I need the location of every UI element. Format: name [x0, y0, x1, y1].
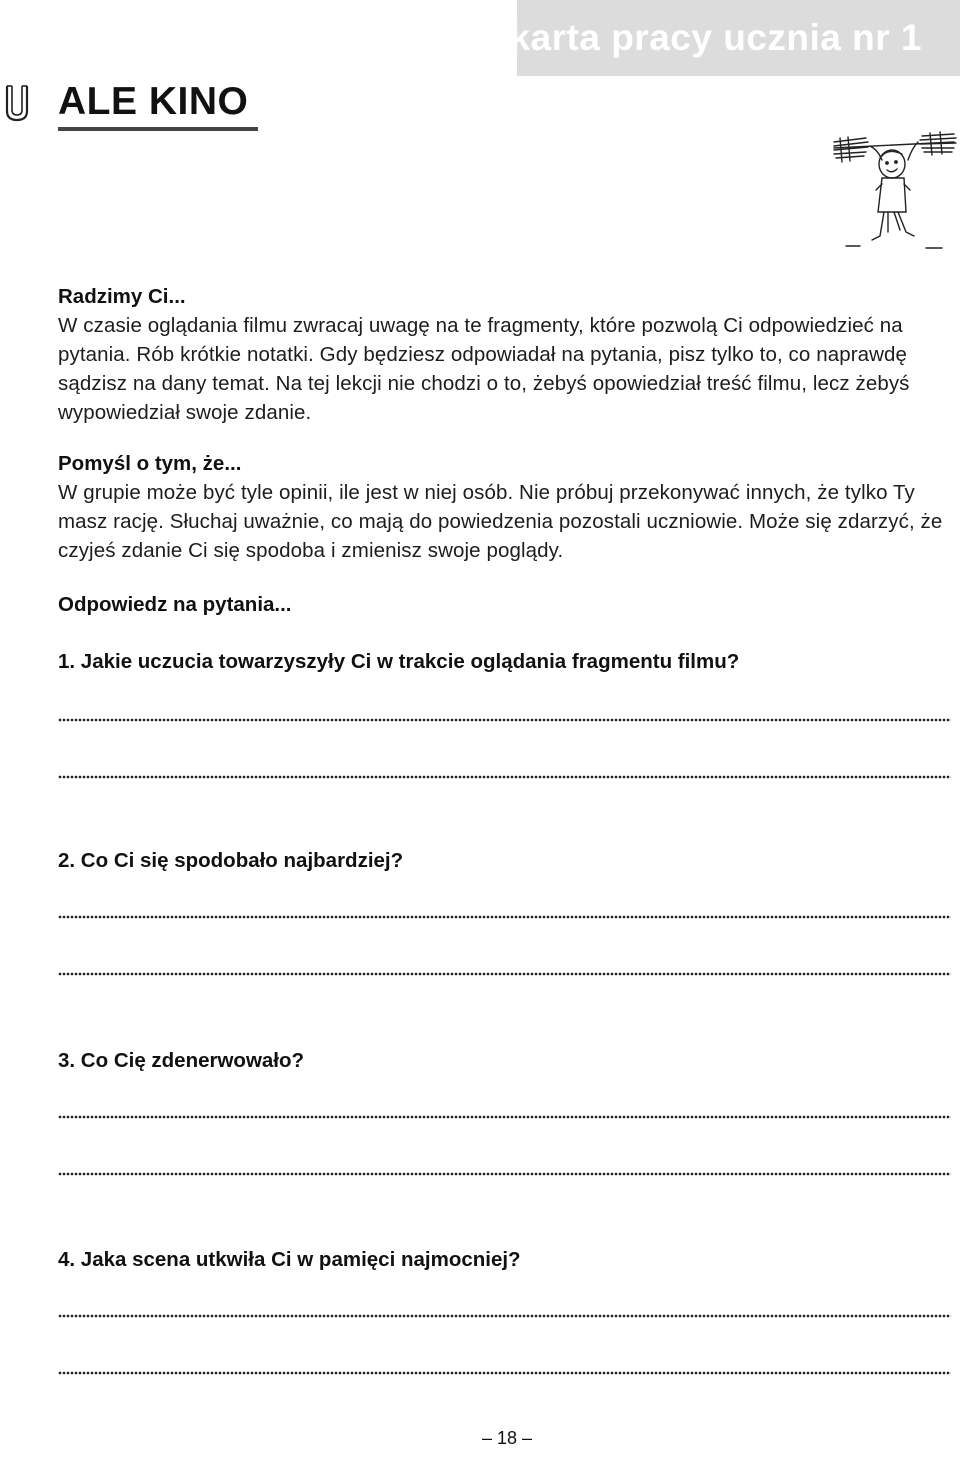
worksheet-header — [509, 0, 960, 76]
answer-line[interactable] — [58, 775, 951, 779]
answer-line[interactable] — [58, 718, 951, 722]
advice-heading: Radzimy Ci... — [58, 285, 186, 308]
boy-carrying-bundles-icon — [826, 128, 960, 262]
answer-line[interactable] — [58, 1371, 951, 1375]
answer-heading: Odpowiedz na pytania... — [58, 593, 292, 616]
think-heading: Pomyśl o tym, że... — [58, 452, 242, 475]
page-number: – 18 – — [482, 1428, 533, 1448]
question-2: 2. Co Ci się spodobało najbardziej? — [58, 849, 404, 872]
answer-line[interactable] — [58, 915, 951, 919]
answer-line[interactable] — [58, 1314, 951, 1318]
answer-line[interactable] — [58, 972, 951, 976]
advice-text: W czasie oglądania filmu zwracaj uwagę na te fragmenty, które pozwolą Ci odpowiedzieć na pytania. Rób krótkie notatki. Gdy będziesz odpowiadał na pytania, pisz tylko to, co naprawdę sądzisz na dany temat. Na tej lekcji nie chodzi o to, żebyś opowiedział treść filmu, lecz żebyś wypowiedział swoje zdanie. — [58, 314, 910, 424]
answer-line[interactable] — [58, 1172, 951, 1176]
letter-u-outline-icon — [4, 84, 30, 122]
question-3: 3. Co Cię zdenerwowało? — [58, 1049, 305, 1072]
question-1: 1. Jakie uczucia towarzyszyły Ci w trakcie oglądania fragmentu filmu? — [58, 650, 740, 673]
question-4: 4. Jaka scena utkwiła Ci w pamięci najmocniej? — [58, 1248, 521, 1271]
think-text: W grupie może być tyle opinii, ile jest w niej osób. Nie próbuj przekonywać innych, że tylko Ty masz rację. Słuchaj uważnie, co mają do powiedzenia pozostali uczniowie. Może się zdarzyć, że czyjeś zdanie Ci się spodoba i zmienisz swoje poglądy. — [58, 481, 943, 562]
title-underline — [58, 127, 258, 131]
answer-line[interactable] — [58, 1115, 951, 1119]
page-title: ALE KINO — [58, 80, 249, 123]
worksheet-label: karta pracy ucznia nr 1 — [509, 17, 922, 58]
